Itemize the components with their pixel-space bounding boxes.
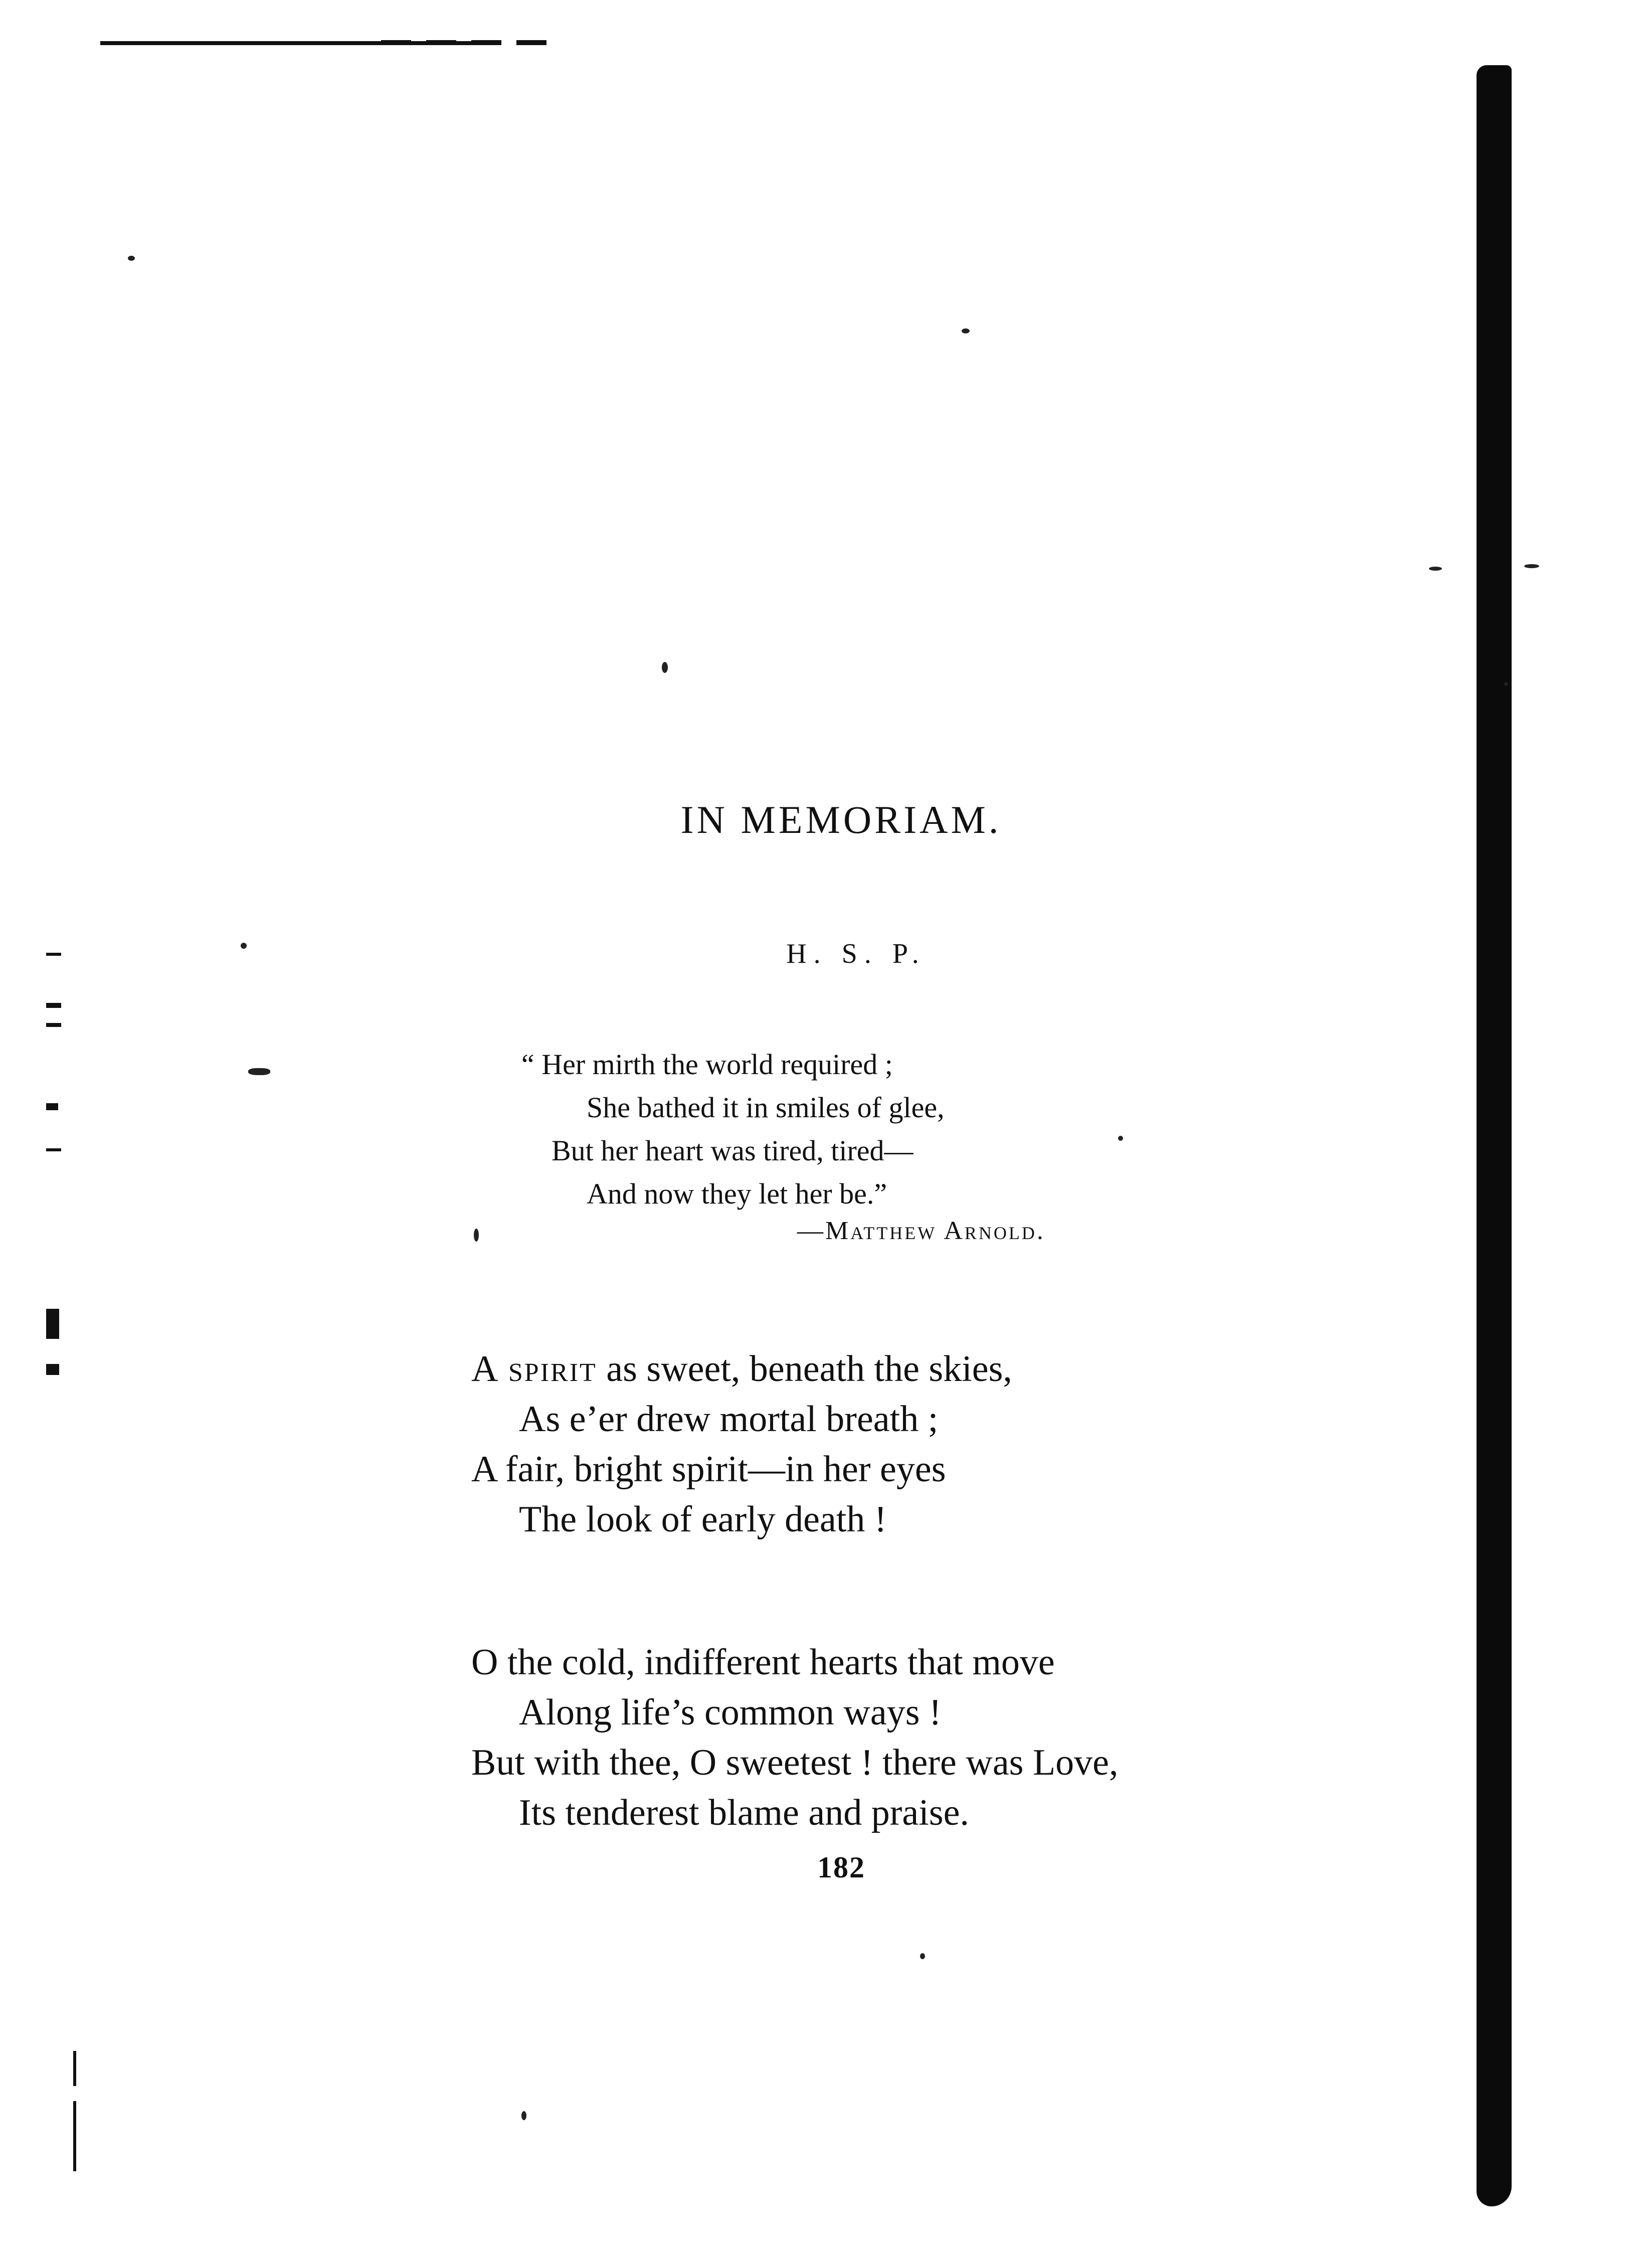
- margin-mark: [46, 1309, 59, 1339]
- stanza-line: Its tenderest blame and praise.: [519, 1792, 969, 1833]
- epigraph-line: But her heart was tired, tired—: [552, 1134, 913, 1167]
- epigraph: [521, 1043, 1273, 1216]
- speck: [521, 2111, 526, 2120]
- poem-title: [0, 797, 1652, 842]
- speck: [920, 1953, 925, 1959]
- stanza-line: As e’er drew mortal breath ;: [519, 1399, 939, 1440]
- stanza-2: [471, 1637, 1374, 1838]
- margin-mark: [73, 2051, 76, 2086]
- stanza-line: But with thee, O sweetest ! there was Love,: [471, 1742, 1119, 1783]
- speck: [1524, 564, 1539, 568]
- margin-mark: [73, 2101, 76, 2171]
- binding-edge: [1477, 65, 1512, 2206]
- stanza-line: Along life’s common ways !: [519, 1692, 942, 1733]
- epigraph-attribution: —Matthew Arnold.: [797, 1217, 1045, 1245]
- speck: [128, 256, 135, 261]
- stanza-line-rest: as sweet, beneath the skies,: [597, 1348, 1012, 1390]
- stanza-line: A fair, bright spirit—in her eyes: [471, 1449, 946, 1490]
- page-number: 182: [817, 1851, 865, 1884]
- poem-dedication: H. S. P.: [786, 938, 926, 969]
- margin-mark: [46, 1023, 61, 1027]
- margin-mark: [46, 1103, 58, 1110]
- speck: [962, 328, 970, 333]
- margin-mark: [46, 1148, 61, 1151]
- stanza-lead-word: A spirit: [471, 1348, 597, 1390]
- margin-mark: [46, 1364, 59, 1375]
- poem-title-text: IN MEMORIAM.: [680, 798, 1002, 841]
- speck: [662, 662, 668, 673]
- stanza-line: [471, 1344, 1374, 1394]
- speck: [248, 1068, 270, 1075]
- stanza-line: O the cold, indifferent hearts that move: [471, 1642, 1055, 1683]
- top-rule-dashes: [381, 40, 552, 45]
- epigraph-line: She bathed it in smiles of glee,: [587, 1091, 945, 1124]
- speck: [1504, 682, 1508, 686]
- stanza-1: [471, 1344, 1374, 1544]
- margin-mark: [46, 1003, 61, 1008]
- epigraph-line: “ Her mirth the world required ;: [521, 1048, 893, 1081]
- epigraph-line: And now they let her be.”: [587, 1177, 887, 1210]
- stanza-line: The look of early death !: [519, 1499, 887, 1540]
- speck: [1429, 567, 1442, 571]
- speck: [474, 1229, 479, 1242]
